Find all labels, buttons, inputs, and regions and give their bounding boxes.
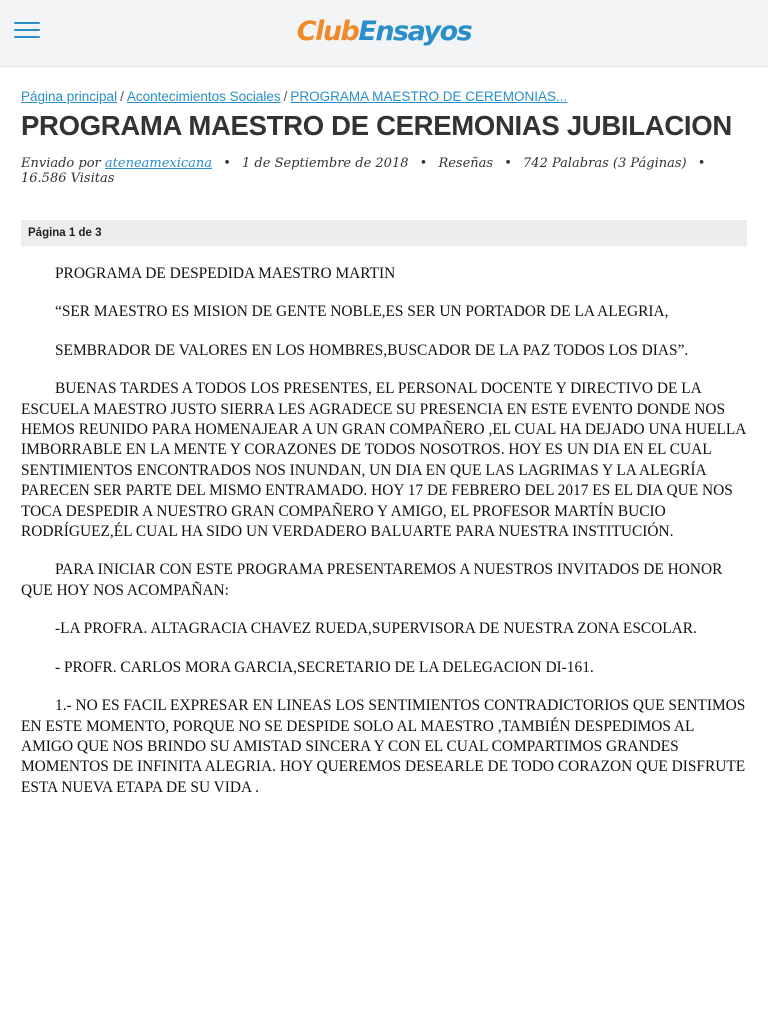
meta-separator: • [504, 156, 512, 171]
category-label: Reseñas [438, 156, 494, 171]
page-indicator-bar [21, 220, 747, 246]
top-bar [0, 0, 768, 67]
breadcrumb-separator: / [283, 89, 288, 104]
paragraph: - PROFR. CARLOS MORA GARCIA,SECRETARIO DE LA DELEGACION DI-161. [55, 658, 594, 676]
paragraph: -LA PROFRA. ALTAGRACIA CHAVEZ RUEDA,SUPERVISORA DE NUESTRA ZONA ESCOLAR. [55, 620, 697, 638]
breadcrumb-current[interactable]: PROGRAMA MAESTRO DE CEREMONIAS... [290, 89, 568, 104]
word-count: 742 Palabras (3 Páginas) [523, 156, 687, 171]
paragraph: PARA INICIAR CON ESTE PROGRAMA PRESENTAREMOS A NUESTROS INVITADOS DE HONOR QUE HOY NOS ACOMPAÑAN: [21, 561, 723, 599]
essay-body [21, 264, 747, 798]
main-content [0, 89, 768, 798]
breadcrumb-category[interactable]: Acontecimientos Sociales [126, 89, 281, 104]
publish-date: 1 de Septiembre de 2018 [242, 156, 409, 171]
article-meta [21, 156, 747, 186]
logo-ensayos: Ensayos [358, 16, 472, 47]
page-title: PROGRAMA MAESTRO DE CEREMONIAS JUBILACION [21, 110, 732, 141]
breadcrumb [21, 89, 747, 104]
page-indicator: Página 1 de 3 [28, 227, 102, 239]
breadcrumb-home[interactable]: Página principal [21, 89, 118, 104]
meta-separator: • [697, 156, 706, 171]
logo-club: Club [296, 16, 359, 47]
visit-count: 16.586 Visitas [21, 171, 115, 186]
site-logo[interactable] [0, 16, 768, 47]
paragraph: PROGRAMA DE DESPEDIDA MAESTRO MARTIN [55, 265, 396, 282]
paragraph: SEMBRADOR DE VALORES EN LOS HOMBRES,BUSCADOR DE LA PAZ TODOS LOS DIAS”. [55, 341, 689, 359]
meta-separator: • [223, 156, 231, 171]
sent-by-label: Enviado por [21, 156, 101, 171]
paragraph: 1.- NO ES FACIL EXPRESAR EN LINEAS LOS SENTIMIENTOS CONTRADICTORIOS QUE SENTIMOS EN ESTE MOMENTO, PORQUE NO SE DESPIDE SOLO AL MAESTRO ,TAMBIÉN DESPEDIMOS AL AMIGO QUE NOS BRINDO SU AMISTAD SINCERA Y CON EL CUAL COMPARTIMOS GRANDES MOMENTOS DE INFINITA ALEGRIA. HOY QUEREMOS DESEARLE DE TODO CORAZON QUE DISFRUTE ESTA NUEVA ETAPA DE SU VIDA . [21, 697, 746, 796]
paragraph: “SER MAESTRO ES MISION DE GENTE NOBLE,ES SER UN PORTADOR DE LA ALEGRIA, [55, 303, 669, 321]
breadcrumb-separator: / [120, 89, 124, 104]
meta-separator: • [419, 156, 428, 171]
author-link[interactable]: ateneamexicana [104, 156, 213, 171]
paragraph: BUENAS TARDES A TODOS LOS PRESENTES, EL PERSONAL DOCENTE Y DIRECTIVO DE LA ESCUELA MAESTRO JUSTO SIERRA LES AGRADECE SU PRESENCIA EN ESTE EVENTO DONDE NOS HEMOS REUNIDO PARA HOMENAJEAR A UN GRAN COMPAÑERO ,EL CUAL HA DEJADO UNA HUELLA IMBORRABLE EN LA MENTE Y CORAZONES DE TODOS NOSOTROS. HOY ES UN DIA EN EL CUAL SENTIMIENTOS ENCONTRADOS NOS INUNDAN, UN DIA EN QUE LAS LAGRIMAS Y LA ALEGRÍA PARECEN SER PARTE DEL MISMO ENTRAMADO. HOY 17 DE FEBRERO DEL 2017 ES EL DIA QUE NOS TOCA DESPEDIR A NUESTRO GRAN COMPAÑERO Y AMIGO, EL PROFESOR MARTÍN BUCIO RODRÍGUEZ,ÉL CUAL HA SIDO UN VERDADERO BALUARTE PARA NUESTRA INSTITUCIÓN. [21, 380, 746, 541]
